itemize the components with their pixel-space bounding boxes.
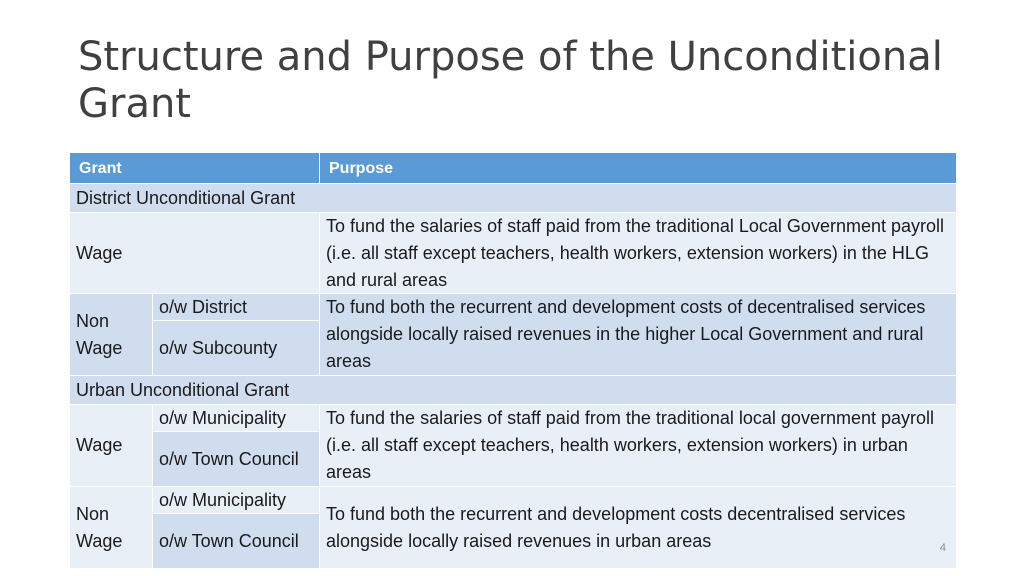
urban-wage-label: Wage — [70, 405, 152, 486]
section-urban: Urban Unconditional Grant — [70, 376, 956, 404]
page-number: 4 — [939, 542, 946, 554]
header-grant: Grant — [70, 153, 319, 183]
urban-nonwage-label: Non Wage — [70, 487, 152, 568]
urban-nonwage-purpose: To fund both the recurrent and development costs decentralised services alongside locally raised revenues in urban areas — [320, 487, 956, 568]
urban-wage-purpose: To fund the salaries of staff paid from the traditional local government payroll (i.e. all staff except teachers, health workers, extension workers) in urban areas — [320, 405, 956, 486]
district-wage-label: Wage — [70, 213, 319, 293]
district-nonwage-label: Non Wage — [70, 294, 152, 375]
urban-nonwage-ow-municipality: o/w Municipality — [153, 487, 319, 513]
urban-wage-ow-municipality: o/w Municipality — [153, 405, 319, 431]
grant-table — [70, 153, 954, 559]
district-ow-subcounty: o/w Subcounty — [153, 321, 319, 375]
page-title: Structure and Purpose of the Unconditional Grant — [78, 34, 943, 127]
district-ow-district: o/w District — [153, 294, 319, 320]
urban-wage-ow-town-council: o/w Town Council — [153, 432, 319, 486]
district-nonwage-purpose: To fund both the recurrent and development costs of decentralised services alongside locally raised revenues in the higher Local Government and rural areas — [320, 294, 956, 375]
section-district: District Unconditional Grant — [70, 184, 956, 212]
urban-nonwage-ow-town-council: o/w Town Council — [153, 514, 319, 568]
header-purpose: Purpose — [320, 153, 956, 183]
district-wage-purpose: To fund the salaries of staff paid from the traditional Local Government payroll (i.e. all staff except teachers, health workers, extension workers) in the HLG and rural areas — [320, 213, 956, 293]
